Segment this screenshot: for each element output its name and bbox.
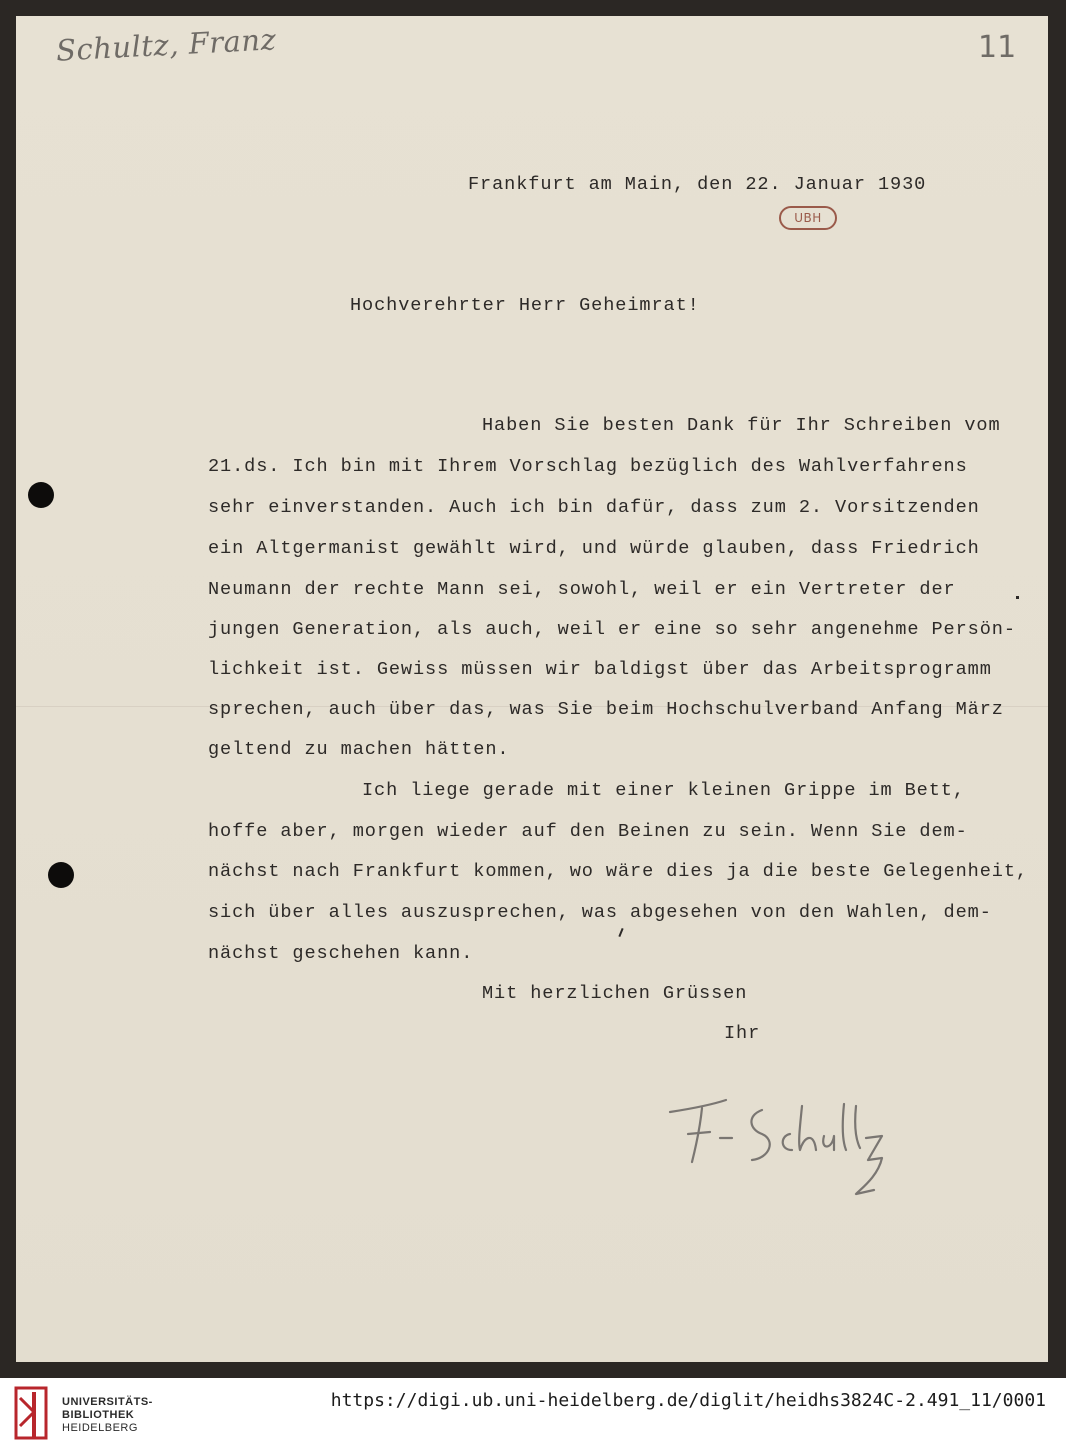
place-date: Frankfurt am Main, den 22. Januar 1930 <box>468 174 927 195</box>
body-line: jungen Generation, als auch, weil er eine so sehr angenehme Persön- <box>208 619 1016 640</box>
punch-hole <box>28 482 54 508</box>
body-line: Ich liege gerade mit einer kleinen Grippe im Bett, <box>362 780 965 801</box>
document-url-link[interactable]: https://digi.ub.uni-heidelberg.de/diglit/heidhs3824C-2.491_11/0001 <box>330 1390 1046 1411</box>
library-footer <box>0 1378 1066 1455</box>
body-line: Haben Sie besten Dank für Ihr Schreiben vom <box>482 415 1001 436</box>
body-line: lichkeit ist. Gewiss müssen wir baldigst über das Arbeitsprogramm <box>208 659 992 680</box>
letter-scan <box>16 16 1048 1362</box>
stray-mark <box>1016 596 1019 599</box>
closing: Mit herzlichen Grüssen <box>482 983 748 1004</box>
body-line: geltend zu machen hätten. <box>208 739 510 760</box>
archive-note: Schultz, Franz <box>55 22 278 68</box>
body-line: sich über alles auszusprechen, was abgesehen von den Wahlen, dem- <box>208 902 992 923</box>
body-line: nächst geschehen kann. <box>208 943 474 964</box>
body-line: sprechen, auch über das, was Sie beim Hochschulverband Anfang März <box>208 699 1004 720</box>
logo-text-heidelberg: HEIDELBERG <box>62 1422 138 1434</box>
library-logo-icon <box>14 1386 54 1444</box>
folio-number: 11 <box>978 30 1017 65</box>
logo-text-universitaets: UNIVERSITÄTS- <box>62 1396 153 1408</box>
handwritten-signature <box>666 1076 896 1206</box>
salutation: Hochverehrter Herr Geheimrat! <box>350 295 700 316</box>
logo-text-bibliothek: BIBLIOTHEK <box>62 1409 135 1421</box>
body-line: nächst nach Frankfurt kommen, wo wäre dies ja die beste Gelegenheit, <box>208 861 1028 882</box>
body-line: sehr einverstanden. Auch ich bin dafür, dass zum 2. Vorsitzenden <box>208 497 980 518</box>
body-line: 21.ds. Ich bin mit Ihrem Vorschlag bezüglich des Wahlverfahrens <box>208 456 968 477</box>
body-line: hoffe aber, morgen wieder auf den Beinen zu sein. Wenn Sie dem- <box>208 821 968 842</box>
body-line: ein Altgermanist gewählt wird, und würde glauben, dass Friedrich <box>208 538 980 559</box>
body-line: Neumann der rechte Mann sei, sowohl, weil er ein Vertreter der <box>208 579 956 600</box>
punch-hole <box>48 862 74 888</box>
library-stamp: UBH <box>779 206 837 230</box>
pencil-comma-mark <box>618 928 623 937</box>
closing-ihr: Ihr <box>724 1023 761 1044</box>
